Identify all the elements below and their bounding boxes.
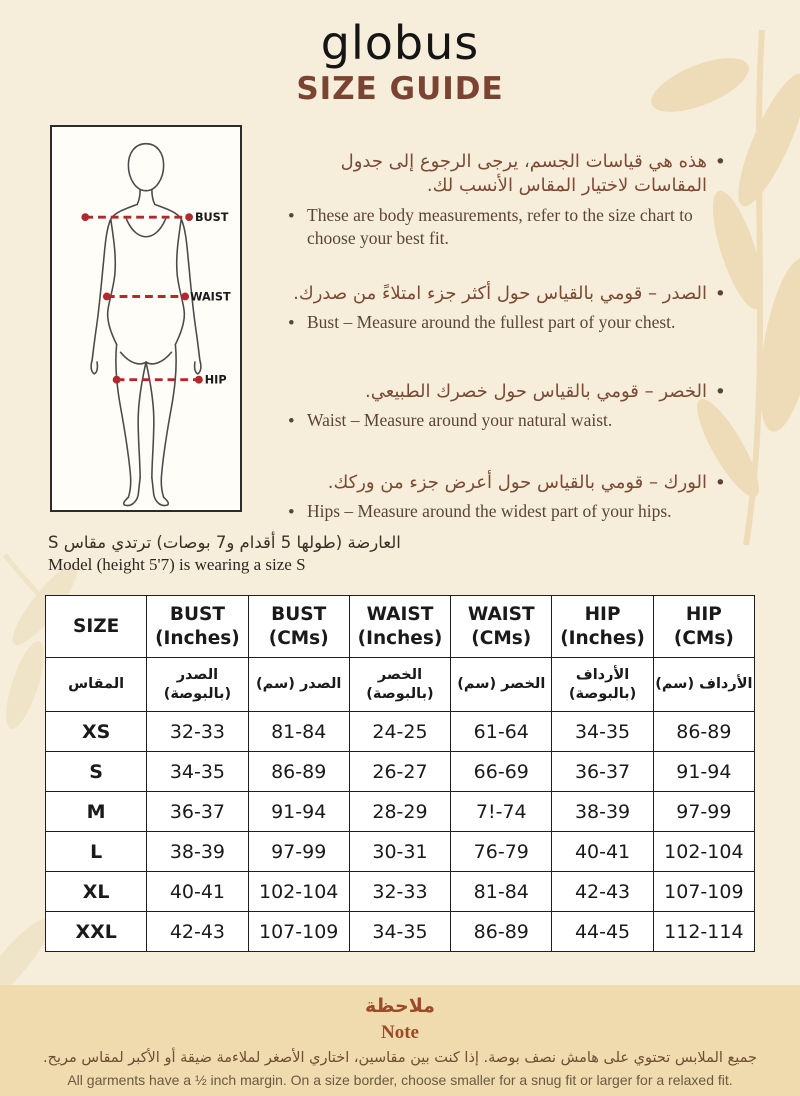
table-header-row-english <box>46 596 755 658</box>
note-body-english: All garments have a ½ inch margin. On a size border, choose smaller for a snug fit or larger for a relaxed fit. <box>67 1071 733 1088</box>
measurement-cell: 102-104 <box>653 832 754 872</box>
instruction-english: • Hips – Measure around the widest part of your hips. <box>288 500 726 523</box>
column-header-arabic: الصدر (بالبوصة) <box>147 658 248 712</box>
measurement-cell: 66-69 <box>451 752 552 792</box>
column-header: WAIST (Inches) <box>349 596 450 658</box>
column-header-arabic: المقاس <box>46 658 147 712</box>
measurement-cell: 7!-74 <box>451 792 552 832</box>
waist-label: WAIST <box>190 290 231 304</box>
instruction-group <box>288 282 726 334</box>
column-header: HIP (CMs) <box>653 596 754 658</box>
measurement-cell: 30-31 <box>349 832 450 872</box>
column-header: WAIST (CMs) <box>451 596 552 658</box>
table-row <box>46 792 755 832</box>
measurement-cell: 24-25 <box>349 712 450 752</box>
measurement-cell: 28-29 <box>349 792 450 832</box>
note-section <box>0 985 800 1096</box>
column-header: BUST (CMs) <box>248 596 349 658</box>
measurement-cell: 61-64 <box>451 712 552 752</box>
table-row <box>46 872 755 912</box>
size-cell: XL <box>46 872 147 912</box>
instruction-group <box>288 471 726 523</box>
table-header-row-arabic <box>46 658 755 712</box>
instruction-arabic: • الصدر – قومي بالقياس حول أكثر جزء امتلاءً من صدرك. <box>288 282 726 306</box>
measurement-cell: 107-109 <box>248 912 349 952</box>
measurement-cell: 42-43 <box>147 912 248 952</box>
size-cell: L <box>46 832 147 872</box>
size-cell: S <box>46 752 147 792</box>
measurement-cell: 36-37 <box>552 752 653 792</box>
table-row <box>46 712 755 752</box>
measurement-cell: 38-39 <box>552 792 653 832</box>
measurement-cell: 76-79 <box>451 832 552 872</box>
instruction-group <box>288 380 726 432</box>
size-cell: XS <box>46 712 147 752</box>
size-cell: XXL <box>46 912 147 952</box>
column-header: BUST (Inches) <box>147 596 248 658</box>
measurement-cell: 107-109 <box>653 872 754 912</box>
column-header-arabic: الصدر (سم) <box>248 658 349 712</box>
measurement-cell: 97-99 <box>653 792 754 832</box>
table-row <box>46 832 755 872</box>
measurement-cell: 36-37 <box>147 792 248 832</box>
instruction-arabic: • الورك – قومي بالقياس حول أعرض جزء من وركك. <box>288 471 726 495</box>
size-chart-table <box>45 595 755 952</box>
measurement-cell: 112-114 <box>653 912 754 952</box>
instruction-english: • These are body measurements, refer to the size chart to choose your best fit. <box>288 204 726 250</box>
measurement-cell: 40-41 <box>552 832 653 872</box>
column-header-arabic: الخصر (سم) <box>451 658 552 712</box>
measurement-cell: 40-41 <box>147 872 248 912</box>
measurement-cell: 91-94 <box>248 792 349 832</box>
page-title: SIZE GUIDE <box>296 70 504 107</box>
note-body-arabic: جميع الملابس تحتوي على هامش نصف بوصة. إذا كنت بين مقاسين، اختاري الأصغر لملاءمة ضيقة أو الأكبر لمقاس مريح. <box>43 1050 757 1067</box>
brand-logo: globus <box>320 16 480 70</box>
header <box>0 18 800 107</box>
instruction-english: • Waist – Measure around your natural waist. <box>288 409 726 432</box>
instruction-english: • Bust – Measure around the fullest part of your chest. <box>288 311 726 334</box>
measurement-cell: 34-35 <box>552 712 653 752</box>
note-title-arabic: ملاحظة <box>365 995 435 1017</box>
measurement-cell: 86-89 <box>451 912 552 952</box>
measurement-cell: 34-35 <box>147 752 248 792</box>
column-header: SIZE <box>46 596 147 658</box>
column-header: HIP (Inches) <box>552 596 653 658</box>
measurement-cell: 26-27 <box>349 752 450 792</box>
model-caption <box>48 531 468 576</box>
instruction-arabic: • الخصر – قومي بالقياس حول خصرك الطبيعي. <box>288 380 726 404</box>
measurement-cell: 86-89 <box>248 752 349 792</box>
measurement-cell: 97-99 <box>248 832 349 872</box>
note-title-english: Note <box>381 1021 419 1043</box>
measurement-cell: 91-94 <box>653 752 754 792</box>
measurement-cell: 32-33 <box>349 872 450 912</box>
model-caption-arabic: العارضة (طولها 5 أقدام و7 بوصات) ترتدي مقاس S <box>48 533 401 552</box>
measurement-cell: 102-104 <box>248 872 349 912</box>
measurement-cell: 81-84 <box>248 712 349 752</box>
column-header-arabic: الخصر (بالبوصة) <box>349 658 450 712</box>
measurement-cell: 44-45 <box>552 912 653 952</box>
instruction-group <box>288 150 726 250</box>
table-row <box>46 752 755 792</box>
measurement-cell: 86-89 <box>653 712 754 752</box>
hip-label: HIP <box>204 373 227 387</box>
instructions-list <box>288 150 726 555</box>
model-caption-english: Model (height 5'7) is wearing a size S <box>48 555 306 575</box>
instruction-arabic: • هذه هي قياسات الجسم، يرجى الرجوع إلى جدول المقاسات لاختيار المقاس الأنسب لك. <box>288 150 726 199</box>
measurement-cell: 32-33 <box>147 712 248 752</box>
column-header-arabic: الأرداف (سم) <box>653 658 754 712</box>
body-figure-illustration <box>52 127 240 510</box>
measurement-cell: 42-43 <box>552 872 653 912</box>
size-cell: M <box>46 792 147 832</box>
measurement-cell: 81-84 <box>451 872 552 912</box>
table-row <box>46 912 755 952</box>
measurement-cell: 38-39 <box>147 832 248 872</box>
measurement-cell: 34-35 <box>349 912 450 952</box>
body-measurement-diagram <box>50 125 242 512</box>
column-header-arabic: الأرداف (بالبوصة) <box>552 658 653 712</box>
bust-label: BUST <box>194 211 229 225</box>
